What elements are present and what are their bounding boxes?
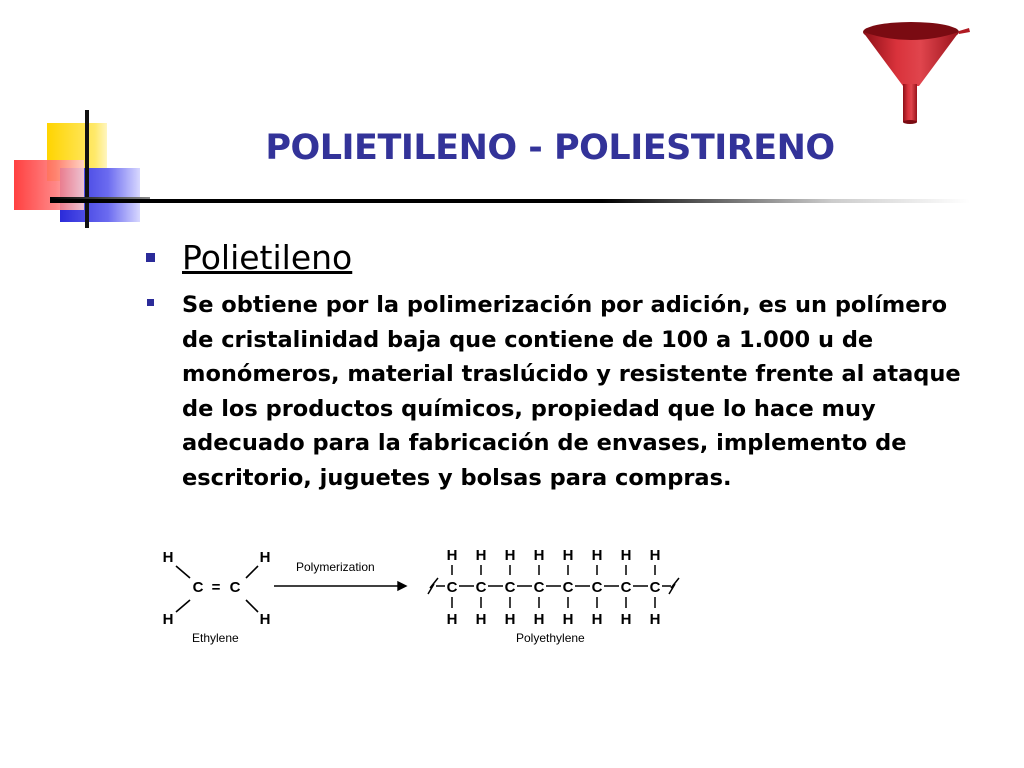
bullet-body-text: Se obtiene por la polimerización por adición, es un polímero de cristalinidad baja que contiene de 100 a 1.000 u de monómeros, material traslúcido y resistente frente al ataque de los productos químicos, propiedad que lo hace muy adecuado para la fabricación de envases, implemento de escritorio, juguetes y bolsas para compras.	[182, 292, 961, 491]
polymer-hydrogen: H	[475, 547, 487, 564]
monomer-bond	[246, 600, 258, 612]
bullet-marker	[147, 299, 154, 306]
polymer-hydrogen: H	[446, 611, 458, 628]
arrow-label: Polymerization	[296, 560, 375, 574]
monomer-h-top-right: H	[259, 549, 271, 566]
monomer-label: Ethylene	[192, 631, 239, 645]
polymer-hydrogen: H	[620, 547, 632, 564]
polymer-hydrogen: H	[562, 611, 574, 628]
polymer-carbon: C	[533, 579, 545, 596]
polymer-hydrogen: H	[504, 547, 516, 564]
polymer-carbon: C	[620, 579, 632, 596]
slide-title: POLIETILENO - POLIESTIRENO	[265, 128, 835, 168]
monomer-h-bottom-left: H	[162, 611, 174, 628]
monomer-c-right: C	[229, 579, 241, 596]
polymerization-diagram	[150, 538, 710, 650]
monomer-bond	[176, 566, 190, 578]
polymer-hydrogen: H	[620, 611, 632, 628]
polymer-hydrogen: H	[562, 547, 574, 564]
polymer-carbon: C	[649, 579, 661, 596]
polymer-carbon: C	[475, 579, 487, 596]
corner-decoration-logo	[0, 0, 160, 240]
monomer-h-top-left: H	[162, 549, 174, 566]
polymer-carbon: C	[446, 579, 458, 596]
polyethylene-chain	[428, 547, 679, 628]
monomer-c-left: C	[192, 579, 204, 596]
polymer-hydrogen: H	[533, 547, 545, 564]
polymer-carbon: C	[562, 579, 574, 596]
polymer-label: Polyethylene	[516, 631, 585, 645]
polymer-hydrogen: H	[649, 611, 661, 628]
reaction-arrow	[274, 582, 406, 590]
bullet-heading-text: Polietileno	[182, 238, 353, 277]
polymer-hydrogen: H	[533, 611, 545, 628]
bullet-item-heading	[140, 236, 1000, 280]
monomer-bond	[176, 600, 190, 612]
monomer-bond	[246, 566, 258, 578]
bullet-marker	[146, 253, 155, 262]
polymer-carbon: C	[591, 579, 603, 596]
polymer-hydrogen: H	[504, 611, 516, 628]
polymer-hydrogen: H	[475, 611, 487, 628]
polymer-hydrogen: H	[649, 547, 661, 564]
bullet-list	[140, 236, 1000, 495]
monomer-h-bottom-right: H	[259, 611, 271, 628]
funnel-icon	[855, 18, 975, 128]
polymer-hydrogen: H	[591, 547, 603, 564]
bullet-item-body	[140, 288, 1000, 495]
polymer-hydrogen: H	[591, 611, 603, 628]
title-divider	[50, 199, 970, 203]
polymer-carbon: C	[504, 579, 516, 596]
polymer-hydrogen: H	[446, 547, 458, 564]
monomer-double-bond: =	[211, 579, 221, 596]
